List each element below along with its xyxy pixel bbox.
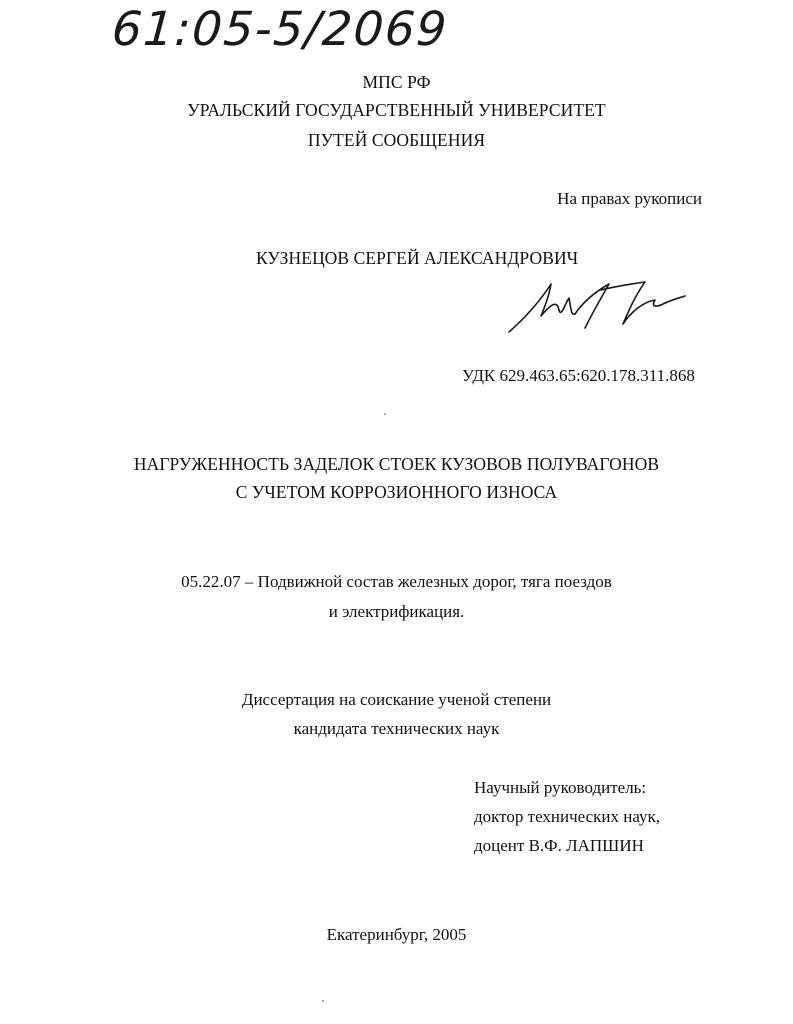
author-name: КУЗНЕЦОВ СЕРГЕЙ АЛЕКСАНДРОВИЧ bbox=[256, 248, 579, 268]
dissertation-title-line2: С УЧЕТОМ КОРРОЗИОННОГО ИЗНОСА bbox=[235, 482, 558, 502]
supervisor-name: доцент В.Ф. ЛАПШИН bbox=[474, 836, 644, 855]
author-signature bbox=[505, 270, 690, 340]
udc-code: УДК 629.463.65:620.178.311.868 bbox=[462, 366, 695, 385]
supervisor-label: Научный руководитель: bbox=[474, 778, 647, 797]
supervisor-degree: доктор технических наук, bbox=[474, 807, 661, 826]
scan-speck bbox=[322, 1000, 324, 1002]
ministry-name: МПС РФ bbox=[362, 72, 431, 92]
university-name-line1: УРАЛЬСКИЙ ГОСУДАРСТВЕННЫЙ УНИВЕРСИТЕТ bbox=[187, 100, 606, 120]
scan-speck bbox=[384, 413, 386, 415]
specialty-line1: 05.22.07 – Подвижной состав железных дорог, тяга поездов bbox=[181, 572, 612, 591]
place-and-year: Екатеринбург, 2005 bbox=[326, 925, 467, 944]
university-name-line2: ПУТЕЙ СООБЩЕНИЯ bbox=[307, 130, 486, 150]
archive-code-handwritten: 61:05-5/2069 bbox=[110, 2, 450, 57]
degree-line2: кандидата технических наук bbox=[293, 719, 500, 738]
manuscript-note: На правах рукописи bbox=[557, 189, 702, 208]
dissertation-title-line1: НАГРУЖЕННОСТЬ ЗАДЕЛОК СТОЕК КУЗОВОВ ПОЛУВАГОНОВ bbox=[133, 454, 660, 474]
specialty-line2: и электрификация. bbox=[328, 602, 465, 621]
degree-line1: Диссертация на соискание ученой степени bbox=[241, 690, 552, 709]
